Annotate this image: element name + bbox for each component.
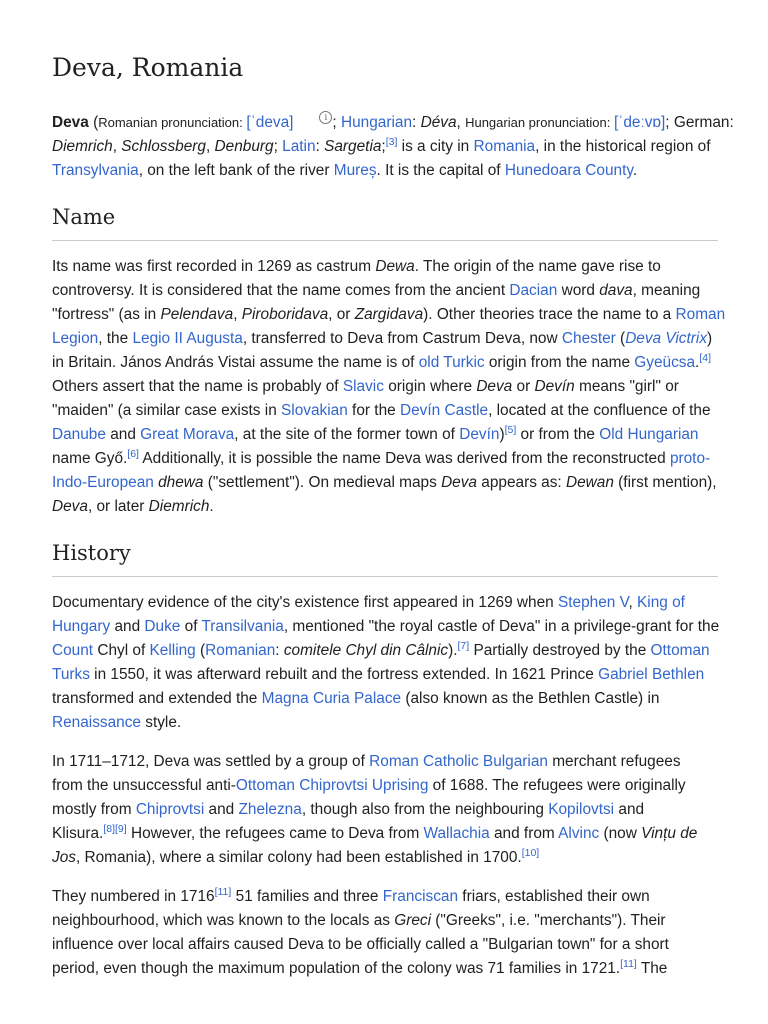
text: , the [98, 330, 133, 347]
history-paragraph-1 [52, 591, 718, 735]
text: from the unsuccessful anti- [52, 777, 236, 794]
text: , [233, 306, 242, 323]
text-line [52, 639, 718, 663]
italic-term: Piroboridava [241, 306, 329, 323]
link-chiprovtsi[interactable]: Chiprovtsi [135, 801, 205, 818]
text: : [275, 642, 284, 659]
italic-term: Dewa [375, 258, 415, 275]
link-mures[interactable]: Mureș [333, 162, 377, 179]
text-line [52, 447, 718, 471]
link-ottoman-turks-cont[interactable]: Turks [52, 666, 90, 683]
text: The [636, 960, 668, 977]
link-zhelezna[interactable]: Zhelezna [238, 801, 302, 818]
text-line [52, 327, 718, 351]
text-line [52, 957, 718, 981]
link-count[interactable]: Count [52, 642, 94, 659]
text: origin from the name [484, 354, 635, 371]
text: friars, established their own [458, 888, 650, 905]
link-transilvania[interactable]: Transilvania [201, 618, 284, 635]
italic-term: Zargidava [354, 306, 424, 323]
text: (first mention), [613, 474, 717, 491]
text: : [412, 114, 421, 131]
ref-7[interactable]: [7] [457, 640, 470, 652]
text: is a city in [397, 138, 474, 155]
text-line [52, 279, 718, 303]
text: or from the [516, 426, 600, 443]
link-renaissance[interactable]: Renaissance [52, 714, 141, 731]
text-line [52, 711, 718, 735]
link-gabriel-bethlen[interactable]: Gabriel Bethlen [598, 666, 705, 683]
text: . [209, 498, 214, 515]
italic-term: Schlossberg [121, 138, 206, 155]
bold-term: Deva [52, 114, 89, 131]
text: neighbourhood, which was known to the locals as [52, 912, 395, 929]
text: . It is the capital of [376, 162, 505, 179]
link-alvinc[interactable]: Alvinc [558, 825, 600, 842]
intro-paragraph [52, 111, 734, 183]
text: ; [332, 114, 341, 131]
ref-5[interactable]: [5] [504, 424, 517, 436]
text-line [52, 303, 726, 327]
text-line [52, 822, 718, 846]
text: ( [615, 330, 626, 347]
text: Others assert that the name is probably of [52, 378, 343, 395]
text-line [52, 591, 718, 615]
text: in Britain. János András Vistai assume the name is of [52, 354, 419, 371]
link-roman-legion[interactable]: Roman [675, 306, 726, 323]
text: ; [273, 138, 283, 155]
text: In 1711–1712, Deva was settled by a group of [52, 753, 370, 770]
text-line [52, 885, 718, 909]
text: . [632, 162, 638, 179]
italic-link-text: Deva Victrix [625, 330, 708, 347]
text: Partially destroyed by the [469, 642, 651, 659]
text: ). Other theories trace the name to a [423, 306, 676, 323]
section-heading-name: Name [52, 202, 718, 241]
italic-term: Diemrich [148, 498, 210, 515]
text: 51 families and three [231, 888, 383, 905]
link-transylvania[interactable]: Transylvania [52, 162, 139, 179]
text-line [52, 774, 718, 798]
text: However, the refugees came to Deva from [126, 825, 424, 842]
text-line [52, 909, 718, 933]
text: (also known as the Bethlen Castle) in [401, 690, 660, 707]
ref-8[interactable]: [8] [103, 823, 116, 835]
link-deva-victrix[interactable] [625, 330, 707, 347]
link-old-turkic[interactable]: old Turkic [418, 354, 485, 371]
ref-9[interactable]: [9] [115, 823, 127, 835]
text: ("Greeks", i.e. "merchants"). Their [431, 912, 666, 929]
italic-term: Déva [420, 114, 457, 131]
link-devin[interactable]: Devín [459, 426, 500, 443]
ref-10[interactable]: [10] [521, 847, 540, 859]
link-king-of-hungary[interactable]: King of [637, 594, 685, 611]
italic-term: Jos [52, 849, 76, 866]
italic-term: Devín [534, 378, 575, 395]
italic-term: Denburg [214, 138, 274, 155]
italic-term: Deva [476, 378, 513, 395]
text: Chyl of [93, 642, 150, 659]
italic-term: dhewa [158, 474, 204, 491]
text: ) [707, 330, 713, 347]
link-chester[interactable]: Chester [561, 330, 616, 347]
ref-11-second[interactable]: [11] [620, 958, 637, 970]
link-roman-legion-cont[interactable]: Legion [52, 330, 99, 347]
text: ). [448, 642, 458, 659]
history-paragraph-2 [52, 750, 718, 870]
link-kelling[interactable]: Kelling [149, 642, 196, 659]
italic-term: Dewan [565, 474, 614, 491]
link-gyeucsa[interactable]: Gyeücsa [634, 354, 696, 371]
text: , mentioned "the royal castle of Deva" in a privilege-grant for the [283, 618, 720, 635]
link-romanian[interactable]: Romanian [205, 642, 276, 659]
info-icon[interactable]: i [319, 111, 332, 124]
text: mostly from [52, 801, 136, 818]
text: : [315, 138, 325, 155]
link-hunedoara-county[interactable]: Hunedoara County [504, 162, 633, 179]
text: , meaning [632, 282, 701, 299]
text: , located at the confluence of the [488, 402, 711, 419]
link-wallachia[interactable]: Wallachia [423, 825, 490, 842]
text: and [614, 801, 645, 818]
name-paragraph [52, 255, 726, 519]
text-line [52, 255, 718, 279]
text: means "girl" or [574, 378, 679, 395]
text: influence over local affairs caused Deva to be officially called a "Bulgarian town" for a short [52, 936, 669, 953]
text: ( [88, 114, 99, 131]
italic-term: Greci [394, 912, 432, 929]
text: appears as: [477, 474, 566, 491]
text: style. [140, 714, 182, 731]
link-proto-indo-european[interactable]: proto- [669, 450, 711, 467]
text: origin where [383, 378, 477, 395]
text: (now [599, 825, 642, 842]
text: ("settlement"). On medieval maps [203, 474, 442, 491]
text: They numbered in 1716 [52, 888, 215, 905]
section-heading-history: History [52, 538, 718, 577]
text: Additionally, it is possible the name Deva was derived from the reconstructed [138, 450, 670, 467]
italic-term: Diemrich [52, 138, 113, 155]
link-legio-ii-augusta[interactable]: Legio II Augusta [132, 330, 243, 347]
ref-4[interactable]: [4] [699, 352, 712, 364]
text-line [52, 495, 718, 519]
text: Klisura. [52, 825, 104, 842]
text-line [52, 111, 734, 135]
link-duke[interactable]: Duke [144, 618, 181, 635]
text: , in the historical region of [535, 138, 711, 155]
text-line [52, 798, 718, 822]
text: . [695, 354, 700, 371]
text-line [52, 471, 718, 495]
text-line [52, 423, 718, 447]
text: period, even though the maximum population of the colony was 71 families in 1721. [52, 960, 621, 977]
text-line [52, 933, 718, 957]
text: , or [328, 306, 355, 323]
text: , Romania), where a similar colony had been established in 1700. [75, 849, 522, 866]
page-title: Deva, Romania [52, 53, 244, 82]
italic-term: Deva [441, 474, 477, 491]
ref-3[interactable]: [3] [385, 136, 398, 148]
text-line [52, 663, 718, 687]
link-devin-castle[interactable]: Devín Castle [399, 402, 489, 419]
text: , [112, 138, 122, 155]
italic-term: Vințu de [641, 825, 698, 842]
ipa-link-hungarian[interactable]: [ˈdeːvɒ] [613, 114, 666, 131]
link-dacian[interactable]: Dacian [509, 282, 558, 299]
text: and [110, 618, 145, 635]
text-line [52, 846, 718, 870]
text: or [512, 378, 535, 395]
text: "maiden" (a similar case exists in [52, 402, 282, 419]
text-line [52, 351, 718, 375]
link-roman-catholic-bulgarian[interactable]: Roman Catholic Bulgarian [369, 753, 548, 770]
text-line [52, 375, 718, 399]
text: , [456, 114, 466, 131]
ipa-link-romanian[interactable]: [ˈdeva] [246, 114, 294, 131]
link-slovakian[interactable]: Slovakian [281, 402, 348, 419]
text: , at the site of the former town of [234, 426, 460, 443]
link-hungarian[interactable]: Hungarian [340, 114, 413, 131]
link-ottoman-turks[interactable]: Ottoman [650, 642, 710, 659]
italic-term: Deva [52, 498, 88, 515]
text: Its name was first recorded in 1269 as castrum [52, 258, 376, 275]
italic-term: comitele Chyl din Câlnic [283, 642, 449, 659]
text: ; German: [665, 114, 734, 131]
link-latin[interactable]: Latin [282, 138, 316, 155]
text: , or later [87, 498, 149, 515]
text: and from [489, 825, 559, 842]
link-kopilovtsi[interactable]: Kopilovtsi [548, 801, 615, 818]
ref-6[interactable]: [6] [127, 448, 139, 460]
text: for the [347, 402, 400, 419]
link-king-of-hungary-cont[interactable]: Hungary [52, 618, 111, 635]
italic-term: Sargetia [324, 138, 382, 155]
text: "fortress" (as in [52, 306, 161, 323]
text: , [628, 594, 638, 611]
pron-label: Hungarian pronunciation: [465, 115, 614, 130]
text: of 1688. The refugees were originally [428, 777, 686, 794]
text-line [52, 399, 718, 423]
text: Documentary evidence of the city's existence first appeared in 1269 when [52, 594, 558, 611]
link-franciscan[interactable]: Franciscan [382, 888, 459, 905]
link-danube[interactable]: Danube [52, 426, 106, 443]
text: word [557, 282, 600, 299]
text: , [205, 138, 215, 155]
link-slavic[interactable]: Slavic [342, 378, 384, 395]
text: of [180, 618, 202, 635]
text: ; [381, 138, 386, 155]
text: transformed and extended the [52, 690, 262, 707]
text: , though also from the neighbouring [301, 801, 549, 818]
history-paragraph-3 [52, 885, 718, 981]
text-line [52, 687, 718, 711]
text: . The origin of the name gave rise to [414, 258, 661, 275]
italic-term: Pelendava [160, 306, 234, 323]
link-chiprovtsi-uprising[interactable]: Ottoman Chiprovtsi Uprising [235, 777, 429, 794]
text-line [52, 750, 718, 774]
text-line [52, 159, 718, 183]
link-stephen-v[interactable]: Stephen V [557, 594, 629, 611]
text: , transferred to Deva from Castrum Deva, now [242, 330, 562, 347]
ref-11[interactable]: [11] [214, 886, 232, 898]
link-proto-indo-european-cont[interactable]: Indo-European [52, 474, 154, 491]
text: merchant refugees [547, 753, 681, 770]
link-romania[interactable]: Romania [473, 138, 536, 155]
text: and [204, 801, 239, 818]
text: ) [499, 426, 505, 443]
pron-label: Romanian pronunciation: [98, 115, 247, 130]
text: name Győ. [52, 450, 128, 467]
italic-term: dava [599, 282, 633, 299]
text-line [52, 615, 718, 639]
link-old-hungarian[interactable]: Old Hungarian [599, 426, 699, 443]
link-great-morava[interactable]: Great Morava [140, 426, 235, 443]
text: in 1550, it was afterward rebuilt and the fortress extended. In 1621 Prince [89, 666, 599, 683]
text: controversy. It is considered that the name comes from the ancient [52, 282, 510, 299]
text: , on the left bank of the river [138, 162, 334, 179]
text: and [105, 426, 141, 443]
text-line [52, 135, 718, 159]
link-magna-curia-palace[interactable]: Magna Curia Palace [261, 690, 402, 707]
text: ( [195, 642, 206, 659]
